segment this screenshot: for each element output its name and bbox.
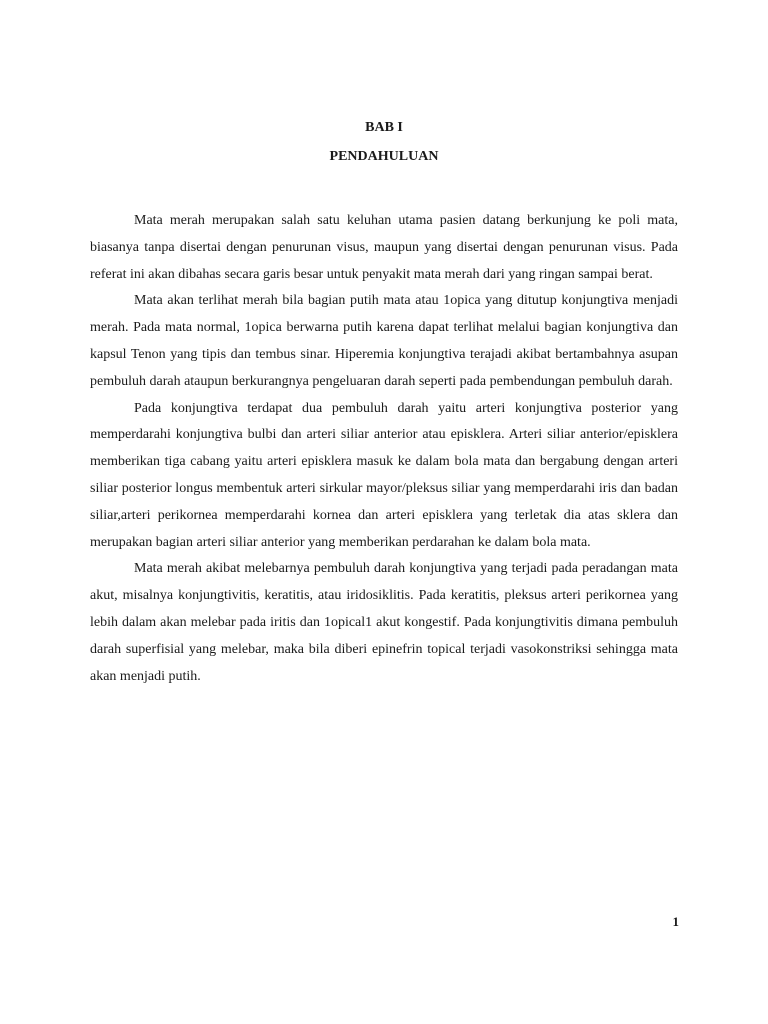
chapter-number: BAB I <box>365 120 403 135</box>
page-number: 1 <box>672 914 679 929</box>
paragraph: Mata akan terlihat merah bila bagian putih mata atau 1opica yang ditutup konjungtiva menjadi merah. Pada mata normal, 1opica berwarna putih karena dapat terlihat melalui bagian konjungtiva dan kapsul Tenon yang tipis dan tembus sinar. Hiperemia konjungtiva terajadi akibat bertambahnya asupan pembuluh darah ataupun berkurangnya pengeluaran darah seperti pada pembendungan pembuluh darah. <box>90 293 678 389</box>
body-text <box>90 208 678 690</box>
paragraph: Mata merah akibat melebarnya pembuluh darah konjungtiva yang terjadi pada peradangan mata akut, misalnya konjungtivitis, keratitis, atau iridosiklitis. Pada keratitis, pleksus arteri perikornea yang lebih dalam akan melebar pada iritis dan 1opical1 akut kongestif. Pada konjungtivitis dimana pembuluh darah superfisial yang melebar, maka bila diberi epinefrin topical terjadi vasokonstriksi sehingga mata akan menjadi putih. <box>90 561 678 684</box>
paragraph: Mata merah merupakan salah satu keluhan utama pasien datang berkunjung ke poli mata, biasanya tanpa disertai dengan penurunan visus, maupun yang disertai dengan penurunan visus. Pada referat ini akan dibahas secara garis besar untuk penyakit mata merah dari yang ringan sampai berat. <box>90 213 678 282</box>
paragraph: Pada konjungtiva terdapat dua pembuluh darah yaitu arteri konjungtiva posterior yang memperdarahi konjungtiva bulbi dan arteri siliar anterior atau episklera. Arteri siliar anterior/episklera memberikan tiga cabang yaitu arteri episklera masuk ke dalam bola mata dan bergabung dengan arteri siliar posterior longus membentuk arteri sirkular mayor/pleksus siliar yang memperdarahi iris dan badan siliar,arteri perikornea memperdarahi kornea dan arteri episklera yang terletak dia atas sklera dan merupakan bagian arteri siliar anterior yang memberikan perdarahan ke dalam bola mata. <box>90 400 678 550</box>
chapter-title: PENDAHULUAN <box>329 149 439 164</box>
